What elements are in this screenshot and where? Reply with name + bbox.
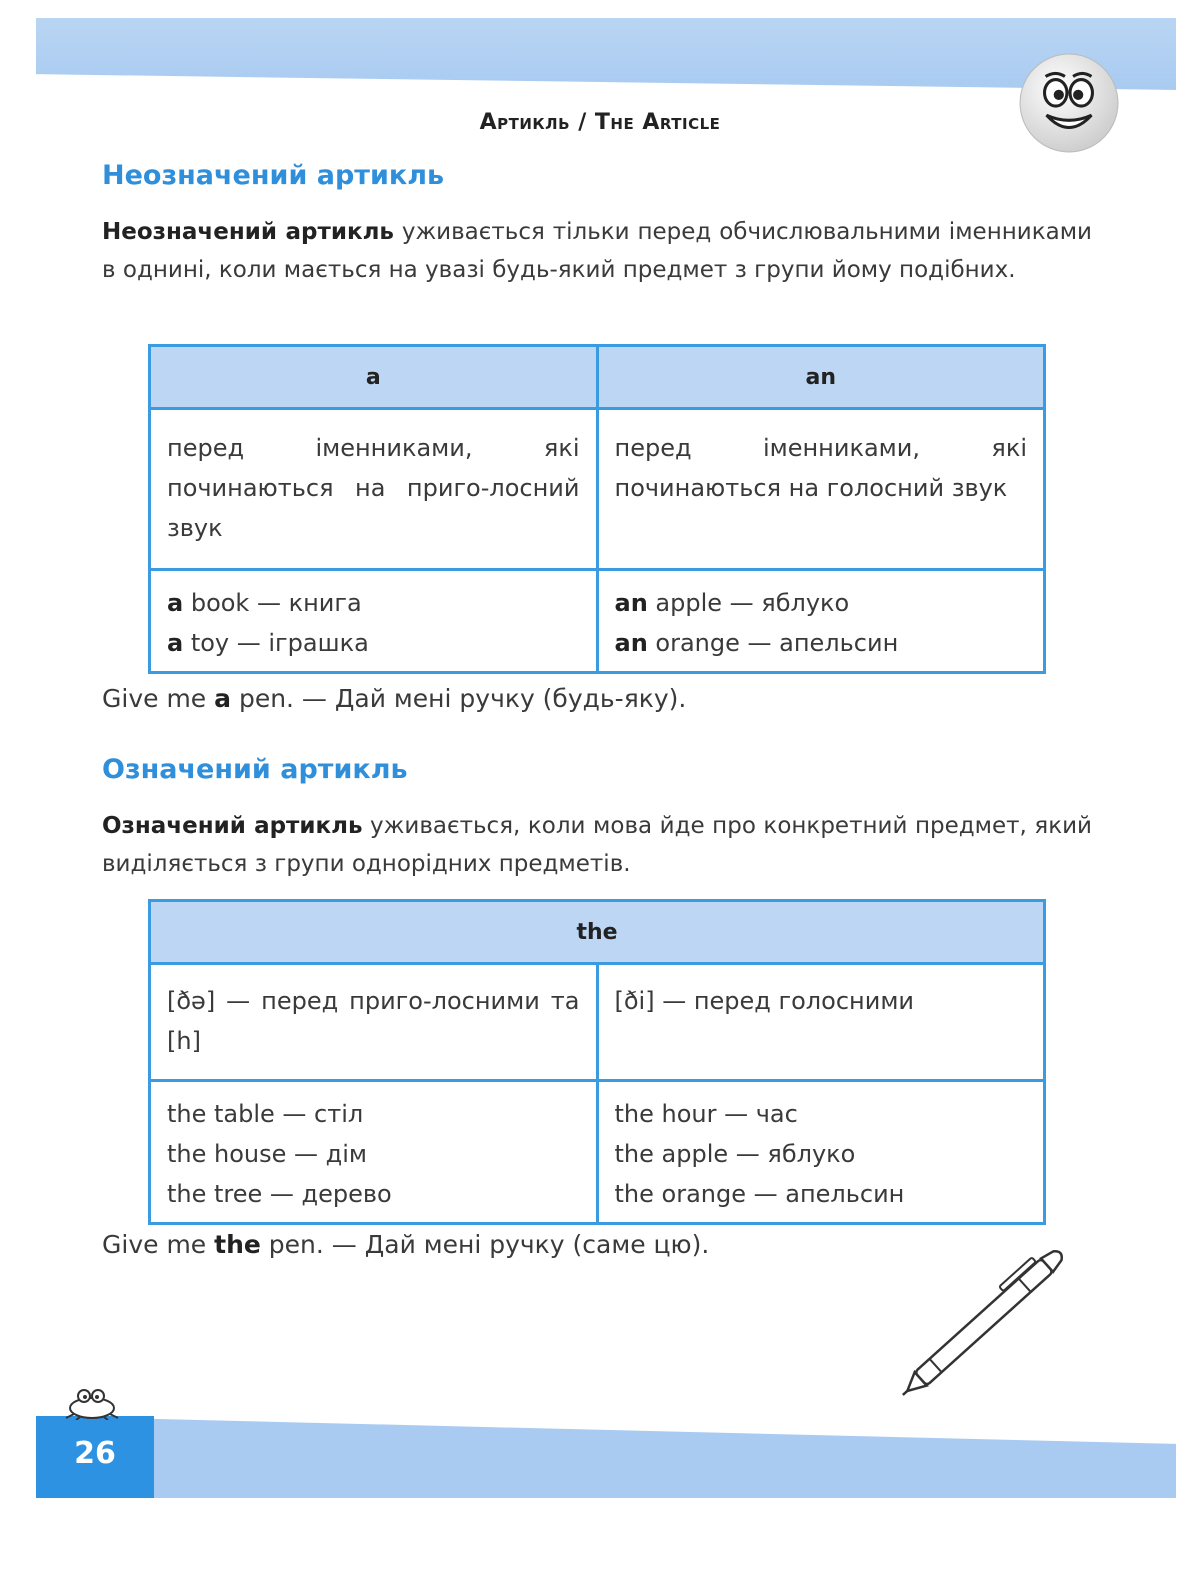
indefinite-heading: Неозначений артикль (102, 160, 445, 191)
indefinite-text: уживається тільки перед обчислювальними іменниками в однині, коли мається на увазі будь-який предмет з групи йому подібних. (102, 219, 1092, 283)
example-the-left-1: the table — стіл (167, 1100, 364, 1128)
definite-text: уживається, коли мова йде про конкретний предмет, який виділяється з групи однорідних предметів. (102, 813, 1092, 877)
top-banner (36, 18, 1176, 90)
smiley-face-icon (1018, 52, 1120, 154)
example-the-left-3: the tree — дерево (167, 1180, 392, 1208)
example-an-2: an orange — апельсин (614, 629, 899, 657)
indefinite-table (148, 344, 1046, 674)
example-the-right-2: the apple — яблуко (614, 1140, 856, 1168)
definite-table (148, 899, 1046, 1225)
example-a-1: a book — книга (167, 589, 362, 617)
rule-a: перед іменниками, які починаються на приго-лосний звук (167, 434, 580, 542)
indefinite-example: Give me a pen. — Дай мені ручку (будь-яку). (102, 684, 687, 713)
rule-an-cell (597, 409, 1045, 570)
example-an-1: an apple — яблуко (614, 589, 850, 617)
header-a: a (150, 346, 598, 409)
definite-example: Give me the pen. — Дай мені ручку (саме цю). (102, 1230, 710, 1259)
page-title: Артикль / The Article (479, 110, 721, 135)
page-number: 26 (74, 1436, 116, 1471)
example-the-left-2: the house — дім (167, 1140, 368, 1168)
rule-an: перед іменниками, які починаються на голосний звук (614, 434, 1027, 502)
examples-right-cell (597, 1081, 1045, 1224)
definite-term: Означений артикль (102, 813, 363, 839)
rule-left-cell (150, 964, 598, 1081)
rule-a-cell (150, 409, 598, 570)
definite-heading: Означений артикль (102, 754, 408, 785)
rule-right-cell (597, 964, 1045, 1081)
cartoon-bug-icon (60, 1384, 124, 1420)
examples-a-cell (150, 570, 598, 673)
bottom-banner (36, 1416, 1176, 1498)
example-the-right-1: the hour — час (614, 1100, 798, 1128)
rule-consonants: [ðə] — перед приго-лосними та [h] (167, 987, 580, 1055)
indefinite-description (102, 213, 1092, 289)
examples-left-cell (150, 1081, 598, 1224)
header-the: the (150, 901, 1045, 964)
example-the-right-3: the orange — апельсин (614, 1180, 905, 1208)
rule-vowels: [ði] — перед голосними (614, 987, 915, 1015)
pen-icon (895, 1222, 1095, 1402)
definite-description (102, 807, 1092, 883)
header-an: an (597, 346, 1045, 409)
examples-an-cell (597, 570, 1045, 673)
indefinite-term: Неозначений артикль (102, 219, 394, 245)
example-a-2: a toy — іграшка (167, 629, 369, 657)
